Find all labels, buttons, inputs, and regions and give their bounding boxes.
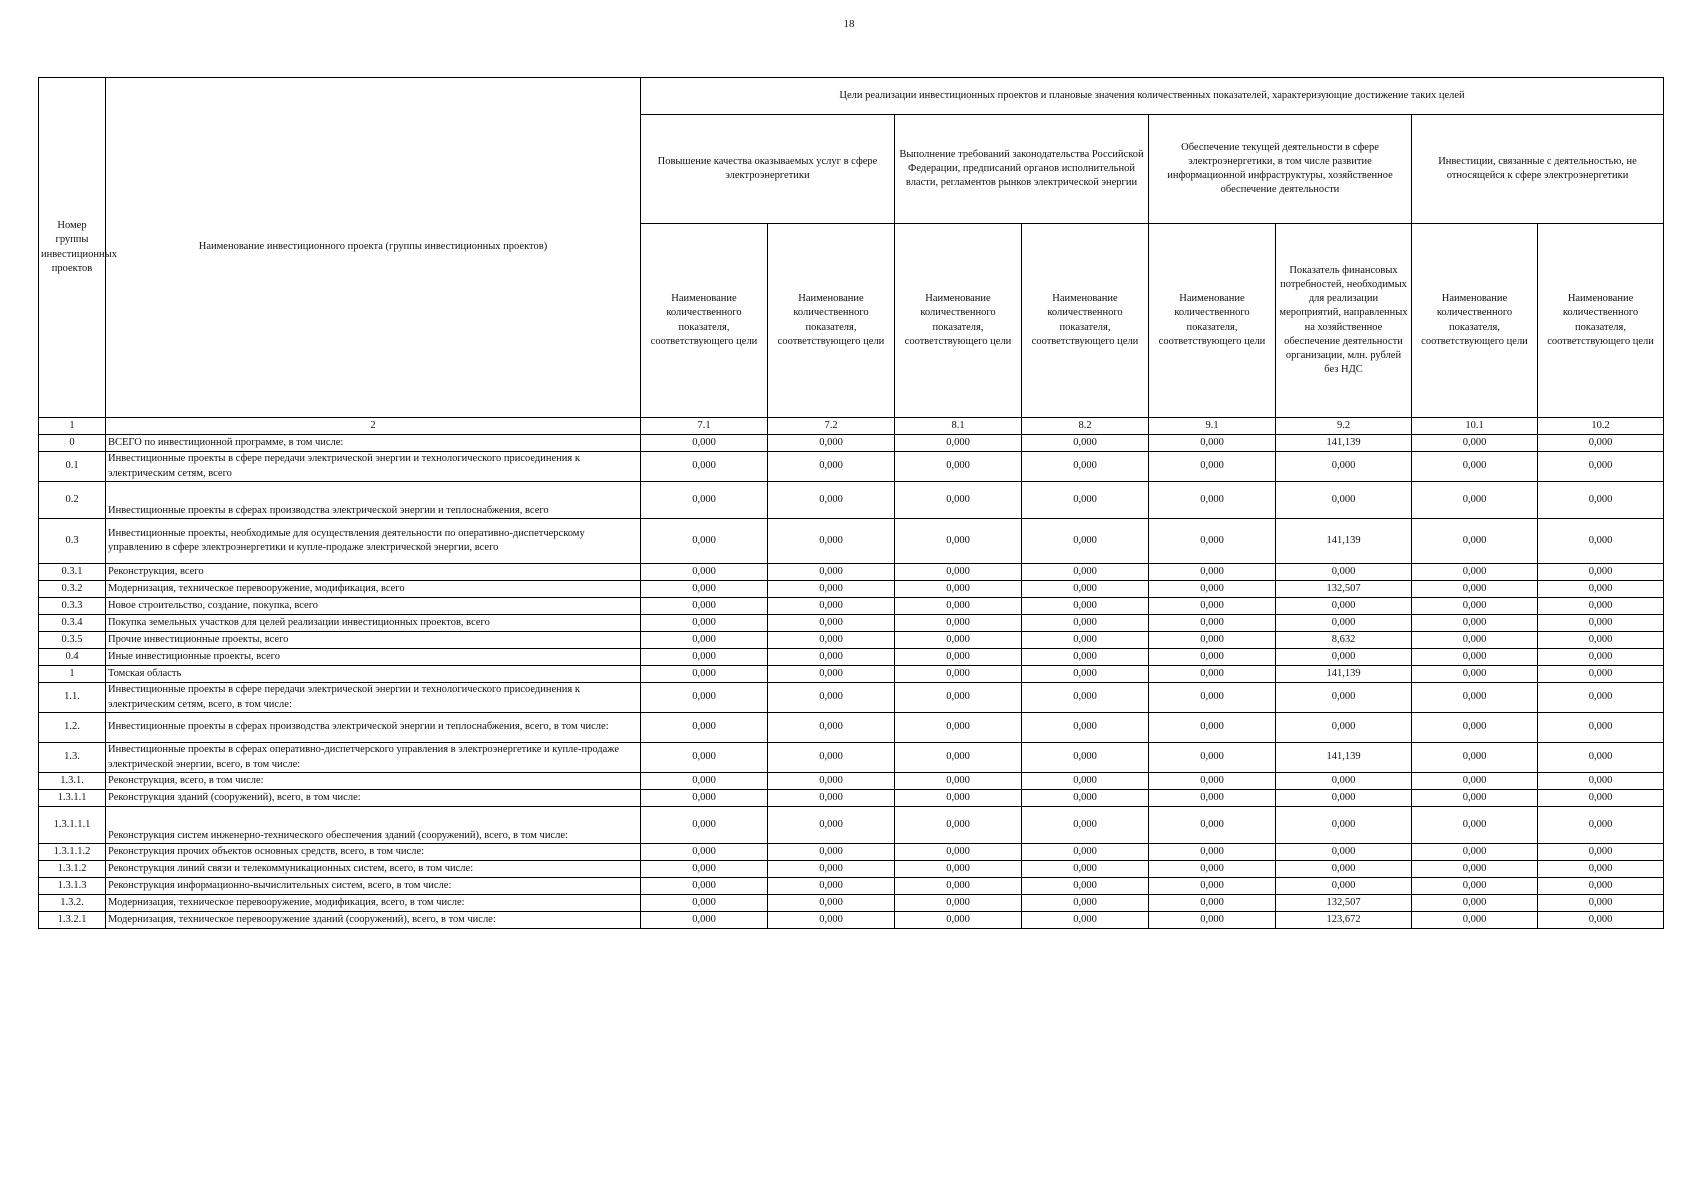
row-value-cell: 0,000 [768, 895, 895, 912]
header-indicator-7-2: Наименование количественного показателя, соответствующего цели [768, 224, 895, 418]
row-value-cell: 0,000 [1149, 807, 1276, 844]
column-number: 1 [39, 418, 106, 435]
row-value-cell: 0,000 [1538, 581, 1664, 598]
row-value-cell: 0,000 [1538, 683, 1664, 713]
row-value-cell: 0,000 [641, 452, 768, 482]
row-project-name: Инвестиционные проекты в сферах производства электрической энергии и теплоснабжения, всего, в том числе: [106, 713, 641, 743]
row-value-cell: 0,000 [1412, 878, 1538, 895]
row-value-cell: 0,000 [1149, 912, 1276, 929]
row-value-cell: 0,000 [1276, 713, 1412, 743]
row-value-cell: 141,139 [1276, 519, 1412, 564]
header-indicator-8-2: Наименование количественного показателя, соответствующего цели [1022, 224, 1149, 418]
table-row [39, 615, 1664, 632]
table-row [39, 598, 1664, 615]
row-value-cell: 0,000 [1276, 452, 1412, 482]
row-value-cell: 0,000 [768, 861, 895, 878]
row-project-name: Инвестиционные проекты в сферах производства электрической энергии и теплоснабжения, всего [106, 482, 641, 519]
header-goal-9: Обеспечение текущей деятельности в сфере электроэнергетики, в том числе развитие информационной инфраструктуры, хозяйственное обеспечение деятельности [1149, 115, 1412, 224]
row-value-cell: 0,000 [1412, 844, 1538, 861]
row-value-cell: 0,000 [1412, 861, 1538, 878]
row-value-cell: 0,000 [641, 482, 768, 519]
row-value-cell: 0,000 [1276, 649, 1412, 666]
row-number: 0.3.2 [39, 581, 106, 598]
row-number: 0.2 [39, 482, 106, 519]
row-value-cell: 0,000 [768, 790, 895, 807]
row-value-cell: 0,000 [768, 615, 895, 632]
row-value-cell: 0,000 [1412, 615, 1538, 632]
table-row [39, 482, 1664, 519]
table-row [39, 666, 1664, 683]
row-value-cell: 0,000 [895, 861, 1022, 878]
table-row [39, 649, 1664, 666]
row-value-cell: 0,000 [768, 435, 895, 452]
row-value-cell: 0,000 [768, 844, 895, 861]
row-value-cell: 0,000 [1022, 773, 1149, 790]
row-number: 0.3 [39, 519, 106, 564]
row-number: 0 [39, 435, 106, 452]
row-value-cell: 0,000 [641, 912, 768, 929]
row-value-cell: 0,000 [768, 581, 895, 598]
row-value-cell: 0,000 [768, 482, 895, 519]
row-value-cell: 0,000 [1276, 844, 1412, 861]
row-value-cell: 0,000 [641, 773, 768, 790]
row-value-cell: 0,000 [1022, 666, 1149, 683]
row-value-cell: 0,000 [768, 632, 895, 649]
row-value-cell: 0,000 [768, 564, 895, 581]
row-value-cell: 0,000 [1149, 790, 1276, 807]
row-value-cell: 0,000 [768, 452, 895, 482]
row-value-cell: 0,000 [1022, 564, 1149, 581]
row-value-cell: 0,000 [1149, 435, 1276, 452]
row-value-cell: 0,000 [1412, 564, 1538, 581]
row-value-cell: 8,632 [1276, 632, 1412, 649]
row-project-name: Реконструкция, всего, в том числе: [106, 773, 641, 790]
row-value-cell: 0,000 [1149, 878, 1276, 895]
row-value-cell: 0,000 [1276, 807, 1412, 844]
row-project-name: Новое строительство, создание, покупка, всего [106, 598, 641, 615]
row-value-cell: 0,000 [1538, 452, 1664, 482]
row-value-cell: 0,000 [895, 564, 1022, 581]
row-value-cell: 0,000 [1538, 482, 1664, 519]
row-value-cell: 0,000 [1538, 666, 1664, 683]
row-value-cell: 0,000 [1276, 683, 1412, 713]
row-value-cell: 0,000 [1149, 598, 1276, 615]
row-value-cell: 0,000 [1276, 598, 1412, 615]
column-number: 2 [106, 418, 641, 435]
row-value-cell: 0,000 [1149, 564, 1276, 581]
row-value-cell: 0,000 [1412, 807, 1538, 844]
row-project-name: Модернизация, техническое перевооружение, модификация, всего [106, 581, 641, 598]
row-value-cell: 0,000 [1022, 519, 1149, 564]
column-number: 9.2 [1276, 418, 1412, 435]
row-value-cell: 0,000 [1538, 598, 1664, 615]
row-number: 1.3.1.1 [39, 790, 106, 807]
page-number: 18 [843, 18, 855, 30]
header-goal-7: Повышение качества оказываемых услуг в сфере электроэнергетики [641, 115, 895, 224]
row-value-cell: 0,000 [768, 743, 895, 773]
row-value-cell: 0,000 [641, 666, 768, 683]
row-value-cell: 0,000 [895, 632, 1022, 649]
row-number: 1.3.1. [39, 773, 106, 790]
column-number: 10.2 [1538, 418, 1664, 435]
row-value-cell: 0,000 [1538, 632, 1664, 649]
row-value-cell: 0,000 [1022, 713, 1149, 743]
row-value-cell: 0,000 [1412, 435, 1538, 452]
row-value-cell: 0,000 [641, 564, 768, 581]
row-value-cell: 0,000 [895, 713, 1022, 743]
row-value-cell: 0,000 [1149, 666, 1276, 683]
column-number: 7.2 [768, 418, 895, 435]
row-value-cell: 0,000 [1538, 895, 1664, 912]
row-value-cell: 0,000 [641, 683, 768, 713]
row-number: 0.3.4 [39, 615, 106, 632]
row-value-cell: 0,000 [1412, 683, 1538, 713]
header-goal-10: Инвестиции, связанные с деятельностью, не относящейся к сфере электроэнергетики [1412, 115, 1664, 224]
row-value-cell: 0,000 [1149, 713, 1276, 743]
row-value-cell: 0,000 [1022, 790, 1149, 807]
table-row [39, 683, 1664, 713]
row-value-cell: 0,000 [1022, 743, 1149, 773]
row-value-cell: 0,000 [1149, 895, 1276, 912]
row-number: 1 [39, 666, 106, 683]
table-row [39, 773, 1664, 790]
column-number: 8.1 [895, 418, 1022, 435]
table-row [39, 743, 1664, 773]
row-value-cell: 0,000 [1149, 683, 1276, 713]
row-project-name: Реконструкция, всего [106, 564, 641, 581]
row-value-cell: 0,000 [895, 581, 1022, 598]
row-value-cell: 0,000 [1276, 790, 1412, 807]
row-value-cell: 0,000 [1276, 861, 1412, 878]
row-value-cell: 0,000 [895, 878, 1022, 895]
row-value-cell: 0,000 [895, 790, 1022, 807]
row-value-cell: 0,000 [1149, 615, 1276, 632]
table-row [39, 713, 1664, 743]
row-value-cell: 0,000 [1022, 435, 1149, 452]
row-value-cell: 0,000 [895, 743, 1022, 773]
table-row [39, 452, 1664, 482]
row-value-cell: 0,000 [1022, 895, 1149, 912]
row-value-cell: 0,000 [768, 666, 895, 683]
row-value-cell: 0,000 [1022, 878, 1149, 895]
row-value-cell: 0,000 [1412, 632, 1538, 649]
row-value-cell: 0,000 [1149, 844, 1276, 861]
table-row [39, 435, 1664, 452]
header-indicator-10-2: Наименование количественного показателя, соответствующего цели [1538, 224, 1664, 418]
table-row [39, 878, 1664, 895]
row-value-cell: 0,000 [1149, 861, 1276, 878]
row-value-cell: 0,000 [1149, 743, 1276, 773]
row-project-name: Инвестиционные проекты в сфере передачи электрической энергии и технологического присоединения к электрическим сетям, всего, в том числе: [106, 683, 641, 713]
row-value-cell: 0,000 [1022, 482, 1149, 519]
row-value-cell: 0,000 [895, 844, 1022, 861]
row-value-cell: 0,000 [641, 581, 768, 598]
row-value-cell: 0,000 [1412, 649, 1538, 666]
row-value-cell: 0,000 [641, 878, 768, 895]
row-project-name: Модернизация, техническое перевооружение зданий (сооружений), всего, в том числе: [106, 912, 641, 929]
row-value-cell: 0,000 [1276, 878, 1412, 895]
row-project-name: Инвестиционные проекты в сфере передачи электрической энергии и технологического присоединения к электрическим сетям, всего [106, 452, 641, 482]
row-project-name: Покупка земельных участков для целей реализации инвестиционных проектов, всего [106, 615, 641, 632]
row-value-cell: 0,000 [1276, 564, 1412, 581]
row-project-name: Модернизация, техническое перевооружение, модификация, всего, в том числе: [106, 895, 641, 912]
table-row [39, 895, 1664, 912]
row-value-cell: 0,000 [641, 713, 768, 743]
table-row [39, 912, 1664, 929]
table-row [39, 790, 1664, 807]
row-value-cell: 0,000 [1538, 773, 1664, 790]
row-number: 1.2. [39, 713, 106, 743]
header-indicator-9-1: Наименование количественного показателя, соответствующего цели [1149, 224, 1276, 418]
row-number: 0.3.3 [39, 598, 106, 615]
row-value-cell: 0,000 [768, 519, 895, 564]
row-value-cell: 0,000 [1538, 912, 1664, 929]
row-value-cell: 0,000 [1412, 773, 1538, 790]
table-row [39, 861, 1664, 878]
row-value-cell: 132,507 [1276, 581, 1412, 598]
row-value-cell: 0,000 [641, 519, 768, 564]
row-value-cell: 0,000 [1276, 482, 1412, 519]
row-value-cell: 0,000 [895, 683, 1022, 713]
row-value-cell: 0,000 [1149, 773, 1276, 790]
row-value-cell: 0,000 [641, 895, 768, 912]
row-number: 1.3.1.1.1 [39, 807, 106, 844]
row-value-cell: 0,000 [1538, 807, 1664, 844]
row-value-cell: 0,000 [1149, 581, 1276, 598]
row-value-cell: 0,000 [1022, 598, 1149, 615]
row-project-name: Прочие инвестиционные проекты, всего [106, 632, 641, 649]
row-number: 1.3.1.2 [39, 861, 106, 878]
row-project-name: Томская область [106, 666, 641, 683]
row-value-cell: 0,000 [641, 807, 768, 844]
row-value-cell: 0,000 [1022, 861, 1149, 878]
row-value-cell: 0,000 [895, 666, 1022, 683]
row-value-cell: 0,000 [1276, 615, 1412, 632]
row-number: 1.3.1.1.2 [39, 844, 106, 861]
row-value-cell: 0,000 [1538, 649, 1664, 666]
header-goal-8: Выполнение требований законодательства Российской Федерации, предписаний органов исполнительной власти, регламентов рынков электрической энергии [895, 115, 1149, 224]
row-project-name: Реконструкция прочих объектов основных средств, всего, в том числе: [106, 844, 641, 861]
row-value-cell: 0,000 [641, 861, 768, 878]
row-value-cell: 0,000 [768, 912, 895, 929]
row-value-cell: 0,000 [895, 519, 1022, 564]
row-value-cell: 0,000 [1022, 912, 1149, 929]
table-row [39, 519, 1664, 564]
row-value-cell: 0,000 [1538, 435, 1664, 452]
row-value-cell: 0,000 [768, 713, 895, 743]
row-value-cell: 0,000 [1412, 482, 1538, 519]
row-value-cell: 0,000 [1149, 632, 1276, 649]
row-value-cell: 0,000 [1412, 598, 1538, 615]
row-number: 1.3. [39, 743, 106, 773]
row-value-cell: 0,000 [895, 615, 1022, 632]
header-indicator-10-1: Наименование количественного показателя, соответствующего цели [1412, 224, 1538, 418]
row-value-cell: 0,000 [1149, 482, 1276, 519]
row-value-cell: 0,000 [1276, 773, 1412, 790]
header-project-name: Наименование инвестиционного проекта (группы инвестиционных проектов) [106, 78, 641, 418]
row-value-cell: 0,000 [895, 912, 1022, 929]
header-indicator-9-2: Показатель финансовых потребностей, необходимых для реализации мероприятий, направленных на хозяйственное обеспечение деятельности организации, млн. рублей без НДС [1276, 224, 1412, 418]
row-value-cell: 0,000 [1412, 790, 1538, 807]
row-value-cell: 0,000 [1412, 912, 1538, 929]
row-value-cell: 0,000 [768, 649, 895, 666]
row-number: 1.3.2.1 [39, 912, 106, 929]
row-project-name: Реконструкция информационно-вычислительных систем, всего, в том числе: [106, 878, 641, 895]
row-value-cell: 141,139 [1276, 435, 1412, 452]
row-value-cell: 0,000 [1412, 713, 1538, 743]
row-value-cell: 0,000 [641, 743, 768, 773]
row-value-cell: 0,000 [768, 773, 895, 790]
row-value-cell: 0,000 [1022, 844, 1149, 861]
column-number: 7.1 [641, 418, 768, 435]
row-value-cell: 0,000 [1149, 452, 1276, 482]
row-value-cell: 0,000 [895, 773, 1022, 790]
row-number: 1.1. [39, 683, 106, 713]
header-group-number: Номер группы инвестиционных проектов [39, 78, 106, 418]
row-value-cell: 0,000 [895, 452, 1022, 482]
row-value-cell: 132,507 [1276, 895, 1412, 912]
header-goals-title: Цели реализации инвестиционных проектов и плановые значения количественных показателей, характеризующие достижение таких целей [641, 78, 1664, 115]
row-project-name: Реконструкция линий связи и телекоммуникационных систем, всего, в том числе: [106, 861, 641, 878]
row-value-cell: 0,000 [641, 844, 768, 861]
row-value-cell: 0,000 [1412, 581, 1538, 598]
header-indicator-7-1: Наименование количественного показателя, соответствующего цели [641, 224, 768, 418]
row-number: 0.1 [39, 452, 106, 482]
row-value-cell: 0,000 [1412, 452, 1538, 482]
row-number: 0.3.5 [39, 632, 106, 649]
table-row [39, 807, 1664, 844]
row-number: 0.4 [39, 649, 106, 666]
row-value-cell: 0,000 [1022, 632, 1149, 649]
row-value-cell: 0,000 [1022, 615, 1149, 632]
row-value-cell: 0,000 [768, 807, 895, 844]
row-value-cell: 0,000 [1412, 666, 1538, 683]
row-project-name: Инвестиционные проекты в сферах оперативно-диспетчерского управления в электроэнергетике и купле-продаже электрической энергии, всего, в том числе: [106, 743, 641, 773]
row-value-cell: 0,000 [1412, 743, 1538, 773]
row-value-cell: 0,000 [895, 482, 1022, 519]
table-row [39, 564, 1664, 581]
row-value-cell: 0,000 [895, 807, 1022, 844]
table-row [39, 844, 1664, 861]
row-value-cell: 0,000 [1538, 743, 1664, 773]
row-value-cell: 141,139 [1276, 743, 1412, 773]
table-row [39, 581, 1664, 598]
row-project-name: Инвестиционные проекты, необходимые для осуществления деятельности по оперативно-диспетчерскому управлению в сфере электроэнергетики и купле-продаже электрической энергии, всего [106, 519, 641, 564]
column-number: 9.1 [1149, 418, 1276, 435]
row-value-cell: 0,000 [895, 895, 1022, 912]
table-row [39, 632, 1664, 649]
column-number-row [39, 418, 1664, 435]
row-number: 1.3.1.3 [39, 878, 106, 895]
row-value-cell: 141,139 [1276, 666, 1412, 683]
row-value-cell: 0,000 [895, 598, 1022, 615]
row-value-cell: 0,000 [1538, 790, 1664, 807]
row-project-name: Реконструкция зданий (сооружений), всего, в том числе: [106, 790, 641, 807]
row-project-name: ВСЕГО по инвестиционной программе, в том числе: [106, 435, 641, 452]
row-value-cell: 0,000 [1538, 564, 1664, 581]
row-value-cell: 0,000 [895, 435, 1022, 452]
row-value-cell: 0,000 [1022, 683, 1149, 713]
row-value-cell: 0,000 [768, 598, 895, 615]
row-value-cell: 0,000 [641, 598, 768, 615]
row-number: 0.3.1 [39, 564, 106, 581]
row-value-cell: 0,000 [768, 683, 895, 713]
row-value-cell: 123,672 [1276, 912, 1412, 929]
row-value-cell: 0,000 [641, 615, 768, 632]
row-project-name: Реконструкция систем инженерно-технического обеспечения зданий (сооружений), всего, в том числе: [106, 807, 641, 844]
header-indicator-8-1: Наименование количественного показателя, соответствующего цели [895, 224, 1022, 418]
row-value-cell: 0,000 [1022, 649, 1149, 666]
row-value-cell: 0,000 [641, 790, 768, 807]
row-value-cell: 0,000 [1022, 581, 1149, 598]
row-value-cell: 0,000 [1412, 895, 1538, 912]
row-value-cell: 0,000 [641, 649, 768, 666]
row-value-cell: 0,000 [1538, 519, 1664, 564]
row-value-cell: 0,000 [1149, 649, 1276, 666]
row-value-cell: 0,000 [1022, 452, 1149, 482]
row-project-name: Иные инвестиционные проекты, всего [106, 649, 641, 666]
row-value-cell: 0,000 [895, 649, 1022, 666]
column-number: 10.1 [1412, 418, 1538, 435]
row-number: 1.3.2. [39, 895, 106, 912]
row-value-cell: 0,000 [1022, 807, 1149, 844]
row-value-cell: 0,000 [1412, 519, 1538, 564]
row-value-cell: 0,000 [641, 435, 768, 452]
row-value-cell: 0,000 [1538, 878, 1664, 895]
row-value-cell: 0,000 [768, 878, 895, 895]
column-number: 8.2 [1022, 418, 1149, 435]
row-value-cell: 0,000 [1149, 519, 1276, 564]
row-value-cell: 0,000 [1538, 713, 1664, 743]
row-value-cell: 0,000 [1538, 615, 1664, 632]
investment-goals-table [38, 77, 1664, 929]
row-value-cell: 0,000 [1538, 844, 1664, 861]
row-value-cell: 0,000 [1538, 861, 1664, 878]
row-value-cell: 0,000 [641, 632, 768, 649]
